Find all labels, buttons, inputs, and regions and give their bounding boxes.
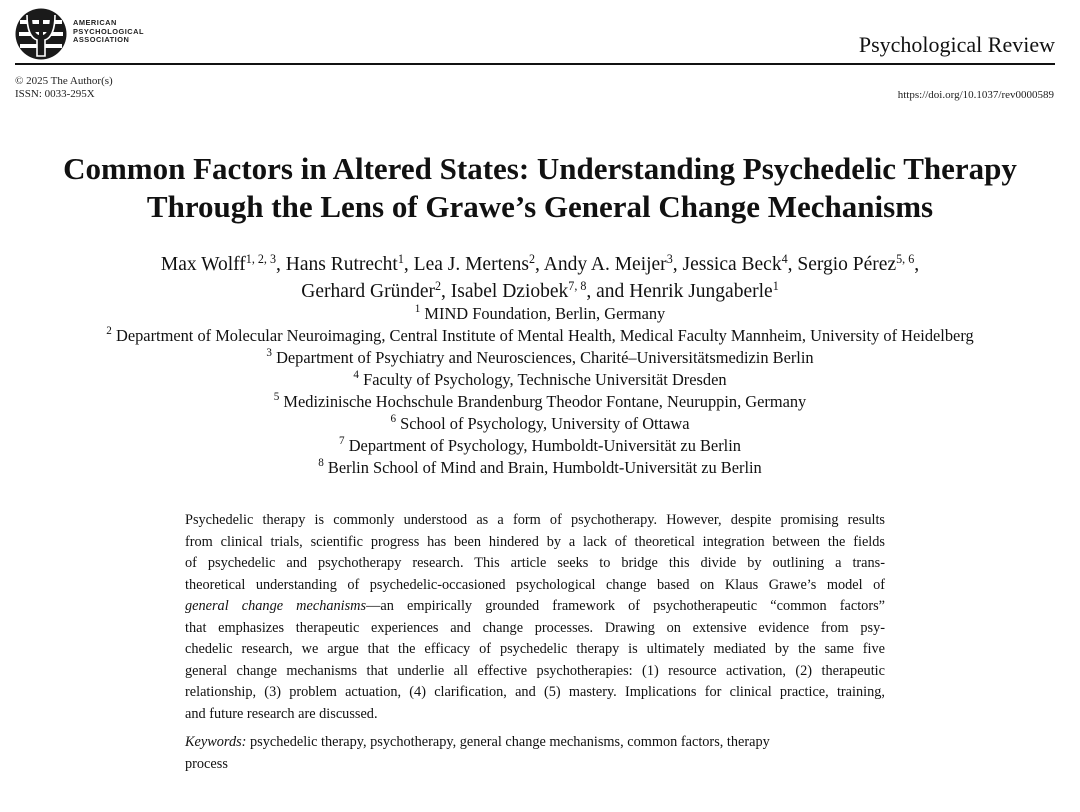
author-name: Gerhard Gründer xyxy=(301,281,435,302)
keywords-text: psychedelic therapy, psychotherapy, general change mechanisms, common factors, therapy xyxy=(246,734,770,750)
author-sep: , xyxy=(535,254,544,275)
author-list xyxy=(0,251,1080,305)
author-name: Jessica Beck xyxy=(682,254,782,275)
affiliation-number: 6 xyxy=(390,413,397,426)
author-name: Hans Rutrecht xyxy=(285,254,398,275)
author-affil-ref: 5, 6 xyxy=(896,252,915,267)
affiliation-number: 3 xyxy=(266,347,272,360)
org-line: PSYCHOLOGICAL xyxy=(73,26,144,36)
affiliation-text: Department of Psychiatry and Neurosciences, Charité–Universitätsmedizin Berlin xyxy=(276,348,814,367)
abstract-line: from clinical trials, scientific progress has been hindered by a lack of theoretical integration between the fields xyxy=(185,533,885,550)
author-name: Andy A. Meijer xyxy=(543,254,667,275)
affiliation-text: Berlin School of Mind and Brain, Humboldt-Universität zu Berlin xyxy=(327,458,762,477)
abstract-line: of psychedelic and psychotherapy research. This article seeks to bridge this divide by outlining a trans- xyxy=(185,555,885,571)
doi-link[interactable]: https://doi.org/10.1037/rev0000589 xyxy=(897,89,1054,101)
author-affil-ref: 3 xyxy=(666,252,673,267)
emphasized-term: general change mechanisms xyxy=(185,598,367,614)
author-sep: , xyxy=(787,254,798,275)
author-name: Isabel Dziobek xyxy=(450,281,569,302)
affiliation xyxy=(0,303,1080,325)
copyright-text: © 2025 The Author(s) xyxy=(15,75,113,87)
publication-meta xyxy=(15,75,113,101)
abstract-text: —an empirically grounded framework of psychotherapeutic “common factors” xyxy=(366,598,886,614)
author-name: Lea J. Mertens xyxy=(413,254,529,275)
org-line: ASSOCIATION xyxy=(73,35,130,45)
author-affil-ref: 1 xyxy=(772,279,779,294)
org-line: AMERICAN xyxy=(73,18,117,27)
apa-psi-logo-icon xyxy=(15,8,67,60)
affiliation-number: 7 xyxy=(339,435,345,448)
abstract-line: theoretical understanding of psychedelic-occasioned psychological change based on Klaus Grawe’s model of xyxy=(185,576,885,593)
affiliation-text: Faculty of Psychology, Technische Universität Dresden xyxy=(363,370,727,389)
header-rule xyxy=(15,63,1055,65)
page-header xyxy=(15,6,1055,64)
abstract-line: that emphasizes therapeutic experiences and change processes. Drawing on extensive evidence from psy- xyxy=(185,619,885,636)
author-name: Henrik Jungaberle xyxy=(629,281,773,302)
author-affil-ref: 1 xyxy=(397,252,404,267)
affiliation-number: 4 xyxy=(353,369,359,382)
author-name: Sergio Pérez xyxy=(797,254,897,275)
author-line xyxy=(0,251,1080,278)
abstract-line: relationship, (3) problem actuation, (4) clarification, and (5) mastery. Implications for clinical practice, training, xyxy=(185,684,885,700)
author-affil-ref: 4 xyxy=(781,252,788,267)
keywords xyxy=(185,732,885,775)
author-affil-ref: 2 xyxy=(529,252,536,267)
abstract-line: general change mechanisms that underlie all effective psychotherapies: (1) resource activation, (2) therapeutic xyxy=(185,662,885,679)
author-sep: , xyxy=(403,254,414,275)
affiliation-list xyxy=(0,303,1080,479)
keywords-line: process xyxy=(185,755,228,772)
journal-name: Psychological Review xyxy=(858,32,1055,57)
title-line: Through the Lens of Grawe’s General Change Mechanisms xyxy=(146,189,934,224)
article-title xyxy=(0,150,1080,226)
affiliation xyxy=(0,369,1080,391)
affiliation xyxy=(0,413,1080,435)
affiliation-text: MIND Foundation, Berlin, Germany xyxy=(424,304,666,323)
affiliation xyxy=(0,457,1080,479)
affiliation xyxy=(0,347,1080,369)
author-affil-ref: 7, 8 xyxy=(568,279,587,294)
author-name: Max Wolff xyxy=(160,254,246,275)
publisher-name xyxy=(73,19,144,45)
title-line: Common Factors in Altered States: Understanding Psychedelic Therapy xyxy=(63,151,1017,186)
author-sep: , xyxy=(914,254,920,275)
author-line xyxy=(0,278,1080,305)
abstract-line: chedelic research, we argue that the efficacy of psychedelic therapy is ultimately mediated by the same five xyxy=(185,641,885,657)
abstract-line: Psychedelic therapy is commonly understood as a form of psychotherapy. However, despite promising results xyxy=(185,512,885,528)
author-affil-ref: 1, 2, 3 xyxy=(245,252,276,267)
affiliation-number: 1 xyxy=(414,303,421,316)
affiliation-text: Medizinische Hochschule Brandenburg Theodor Fontane, Neuruppin, Germany xyxy=(283,392,807,411)
author-sep: , xyxy=(672,254,683,275)
author-sep: , xyxy=(276,254,286,275)
author-affil-ref: 2 xyxy=(434,279,442,294)
keywords-label: Keywords: xyxy=(185,734,247,750)
affiliation-text: Department of Molecular Neuroimaging, Central Institute of Mental Health, Medical Faculty Mannheim, University of Heidelberg xyxy=(115,326,974,345)
affiliation xyxy=(0,391,1080,413)
abstract-line: and future research are discussed. xyxy=(185,705,378,722)
abstract-line xyxy=(185,596,885,618)
issn-text: ISSN: 0033-295X xyxy=(15,88,95,100)
keywords-line xyxy=(185,732,885,754)
affiliation-text: School of Psychology, University of Ottawa xyxy=(400,414,690,433)
affiliation xyxy=(0,435,1080,457)
author-sep: , and xyxy=(586,281,630,302)
affiliation-number: 2 xyxy=(106,325,112,338)
affiliation-text: Department of Psychology, Humboldt-Universität zu Berlin xyxy=(348,436,741,455)
affiliation-number: 5 xyxy=(273,391,280,404)
abstract xyxy=(185,510,885,725)
affiliation-number: 8 xyxy=(318,457,324,470)
author-sep: , xyxy=(441,281,451,302)
affiliation xyxy=(0,325,1080,347)
